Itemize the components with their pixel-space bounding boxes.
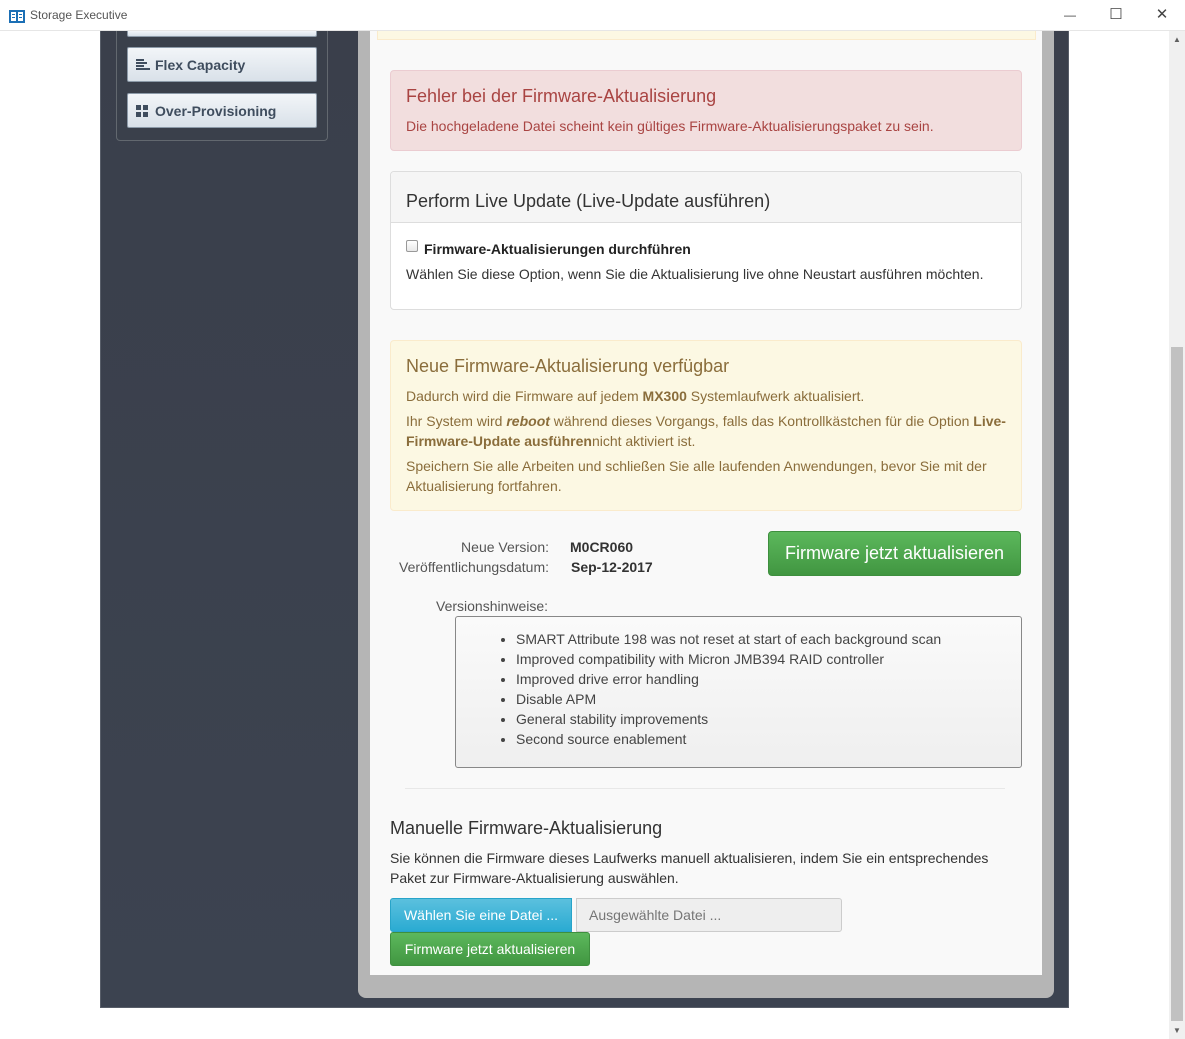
release-note-item: • Disable APM xyxy=(516,689,941,709)
update-available-line3: Speichern Sie alle Arbeiten und schließen Sie alle laufenden Anwendungen, bevor Sie mit der Aktualisierung fortfahren. xyxy=(406,458,987,494)
release-date-value: Sep-12-2017 xyxy=(571,559,653,575)
text-segment: Systemlaufwerk aktualisiert. xyxy=(686,388,865,404)
release-note-item: • Improved compatibility with Micron JMB394 RAID controller xyxy=(516,649,941,669)
close-icon: ✕ xyxy=(1155,6,1169,23)
vertical-scrollbar[interactable] xyxy=(1169,31,1185,1039)
title-bar xyxy=(0,0,1185,31)
section-divider xyxy=(405,788,1005,789)
live-update-checkbox[interactable] xyxy=(406,240,418,252)
new-version-label: Neue Version: xyxy=(461,539,549,555)
update-available-line1 xyxy=(406,386,1006,406)
manual-update-firmware-button[interactable]: Firmware jetzt aktualisieren xyxy=(390,932,590,966)
sidebar-item-flex-capacity[interactable] xyxy=(127,47,317,82)
text-segment: Dadurch wird die Firmware auf jedem xyxy=(406,388,643,404)
grid-icon xyxy=(136,105,148,117)
new-version-value: M0CR060 xyxy=(570,539,634,555)
scroll-up-arrow-icon[interactable]: ▲ xyxy=(1173,35,1181,44)
selected-file-input[interactable] xyxy=(576,898,842,932)
update-firmware-button[interactable]: Firmware jetzt aktualisieren xyxy=(768,531,1021,576)
maximize-icon: ☐ xyxy=(1109,6,1123,23)
release-note-item: • General stability improvements xyxy=(516,709,941,729)
live-update-title: Perform Live Update (Live-Update ausführen) xyxy=(406,191,771,211)
release-date-label: Veröffentlichungsdatum: xyxy=(399,559,549,575)
reboot-emphasis: reboot xyxy=(506,413,550,429)
bars-left-icon xyxy=(136,59,150,71)
text-segment: während dieses Vorgangs, falls das Kontrollkästchen für die Option xyxy=(549,413,974,429)
manual-update-description: Sie können die Firmware dieses Laufwerks manuell aktualisieren, indem Sie ein entsprechendes Paket zur Firmware-Aktualisierung auswählen. xyxy=(390,850,989,886)
drive-model: MX300 xyxy=(642,388,687,404)
scroll-down-arrow-icon[interactable]: ▼ xyxy=(1173,1026,1181,1035)
sidebar-item-over-provisioning[interactable] xyxy=(127,93,317,128)
minimize-button[interactable] xyxy=(1047,0,1093,30)
live-update-option-name: Live-Firmware-Update ausführen xyxy=(406,413,1006,449)
text-segment: Ihr System wird xyxy=(406,413,507,429)
error-alert xyxy=(390,70,1022,151)
update-available-line2 xyxy=(406,411,1006,451)
release-notes-list xyxy=(456,629,941,749)
maximize-button[interactable] xyxy=(1093,0,1139,30)
live-update-panel-header xyxy=(391,172,1021,223)
warning-alert-clipped xyxy=(377,31,1036,40)
window-title: Storage Executive xyxy=(30,8,128,22)
update-available-heading: Neue Firmware-Aktualisierung verfügbar xyxy=(406,356,730,376)
release-note-item: • SMART Attribute 198 was not reset at start of each background scan xyxy=(516,629,941,649)
update-available-alert xyxy=(390,340,1022,511)
release-notes-box[interactable] xyxy=(455,616,1022,768)
text-segment: nicht aktiviert ist. xyxy=(591,433,696,449)
live-update-checkbox-label[interactable]: Firmware-Aktualisierungen durchführen xyxy=(424,241,691,257)
error-alert-heading: Fehler bei der Firmware-Aktualisierung xyxy=(406,86,717,106)
sidebar-item-label: Flex Capacity xyxy=(155,57,246,73)
release-notes-label: Versionshinweise: xyxy=(436,598,549,614)
sidebar-item-label: Over-Provisioning xyxy=(155,103,277,119)
error-alert-text: Die hochgeladene Datei scheint kein gültiges Firmware-Aktualisierungspaket zu sein. xyxy=(406,118,934,134)
scrollbar-thumb[interactable] xyxy=(1171,347,1183,1021)
app-logo-icon xyxy=(9,8,25,24)
close-button[interactable] xyxy=(1139,0,1185,30)
live-update-description: Wählen Sie diese Option, wenn Sie die Aktualisierung live ohne Neustart ausführen möchten. xyxy=(406,266,984,282)
release-note-item: • Second source enablement xyxy=(516,729,941,749)
release-note-item: • Improved drive error handling xyxy=(516,669,941,689)
choose-file-button[interactable]: Wählen Sie eine Datei ... xyxy=(390,898,572,932)
minimize-icon: — xyxy=(1064,8,1076,22)
manual-update-title: Manuelle Firmware-Aktualisierung xyxy=(390,818,663,838)
sidebar-item-previous[interactable] xyxy=(127,31,317,37)
live-update-panel xyxy=(390,171,1022,310)
